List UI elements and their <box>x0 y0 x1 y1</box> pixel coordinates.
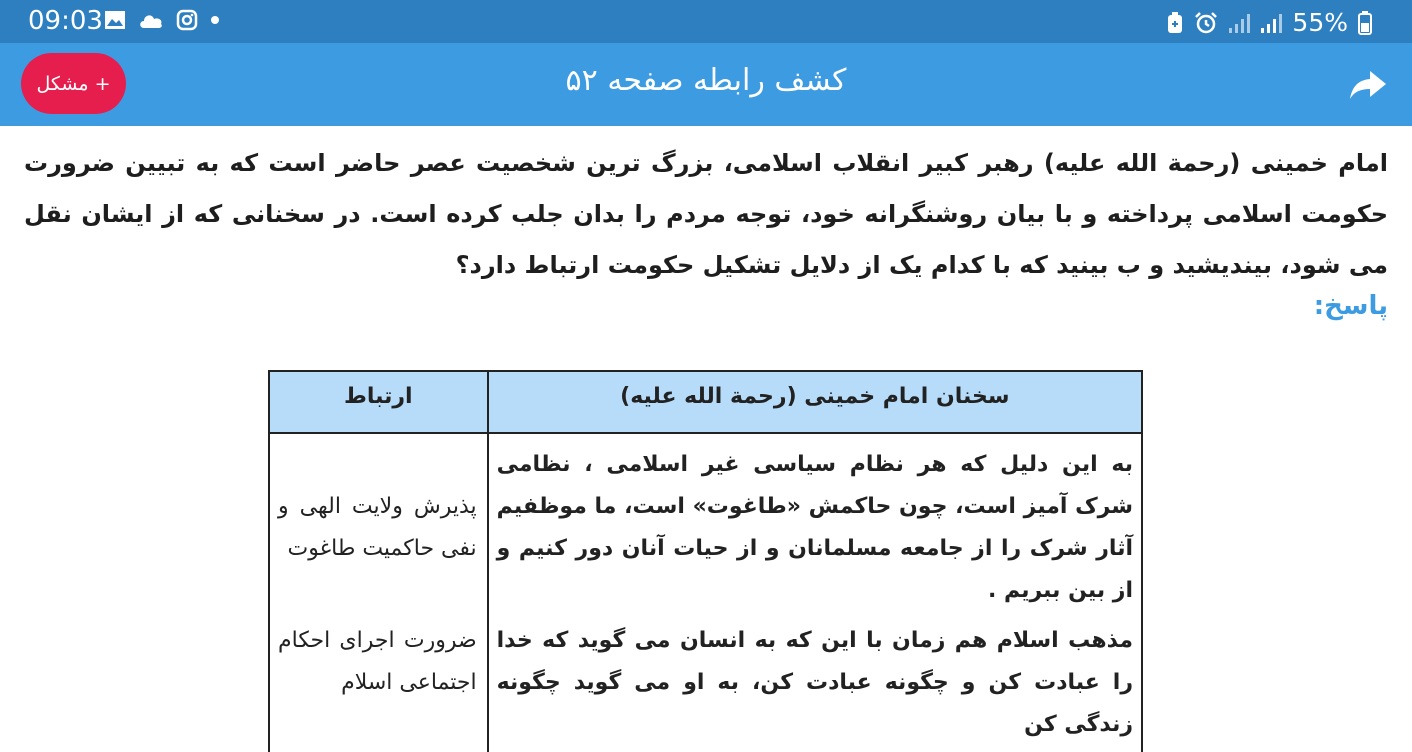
app-bar <box>0 43 1412 126</box>
battery-icon <box>1358 11 1372 35</box>
status-right-icons <box>1166 8 1372 37</box>
quote-cell: مذهب اسلام هم زمان با این که به انسان می گوید که خدا را عبادت کن و چگونه عبادت کن، به او می گوید چگونه زندگی کن <box>488 612 1142 752</box>
quote-cell: به این دلیل که هر نظام سیاسی غیر اسلامی ، نظامی شرک آمیز است، چون حاکمش «طاغوت» است، ما موظفیم آثار شرک را از جامعه مسلمانان و از حیات آنان دور کنیم و از بین ببریم . <box>488 433 1142 612</box>
header-relation: ارتباط <box>269 371 488 433</box>
header-quotes: سخنان امام خمینی (رحمة الله علیه) <box>488 371 1142 433</box>
alarm-icon <box>1194 11 1218 35</box>
page-title: کشف رابطه صفحه ۵۲ <box>565 63 847 98</box>
relation-cell: پذیرش ولایت الهی و نفی حاکمیت طاغوت <box>269 433 488 612</box>
share-icon[interactable] <box>1348 65 1388 105</box>
dot-icon <box>210 15 220 25</box>
answer-label: پاسخ: <box>1313 291 1388 321</box>
cloud-icon <box>138 11 164 29</box>
table-row <box>269 433 1142 612</box>
answer-table <box>268 370 1143 752</box>
signal-icon <box>1260 12 1282 34</box>
content-area <box>0 126 1412 737</box>
gallery-icon <box>104 10 126 30</box>
table-header-row <box>269 371 1142 433</box>
question-text: امام خمینی (رحمة الله علیه) رهبر کبیر انقلاب اسلامی، بزرگ ترین شخصیت عصر حاضر است که به تبیین ضرورت حکومت اسلامی پرداخته و با بیان روشنگرانه خود، توجه مردم را بدان جلب کرده است. در سخنانی که از ایشان نقل می شود، بیندیشید و ب بینید که با کدام یک از دلایل تشکیل حکومت ارتباط دارد؟ <box>24 149 1388 279</box>
relation-cell: ضرورت اجرای احکام اجتماعی اسلام <box>269 612 488 752</box>
battery-percent: 55% <box>1292 8 1348 37</box>
add-problem-label: + مشکل <box>36 72 111 95</box>
signal-icon <box>1228 12 1250 34</box>
status-bar <box>0 0 1412 43</box>
instagram-icon <box>176 9 198 31</box>
status-left-icons <box>104 9 220 31</box>
status-time: 09:03 <box>28 6 103 36</box>
table-row <box>269 612 1142 752</box>
battery-saver-icon <box>1166 12 1184 34</box>
